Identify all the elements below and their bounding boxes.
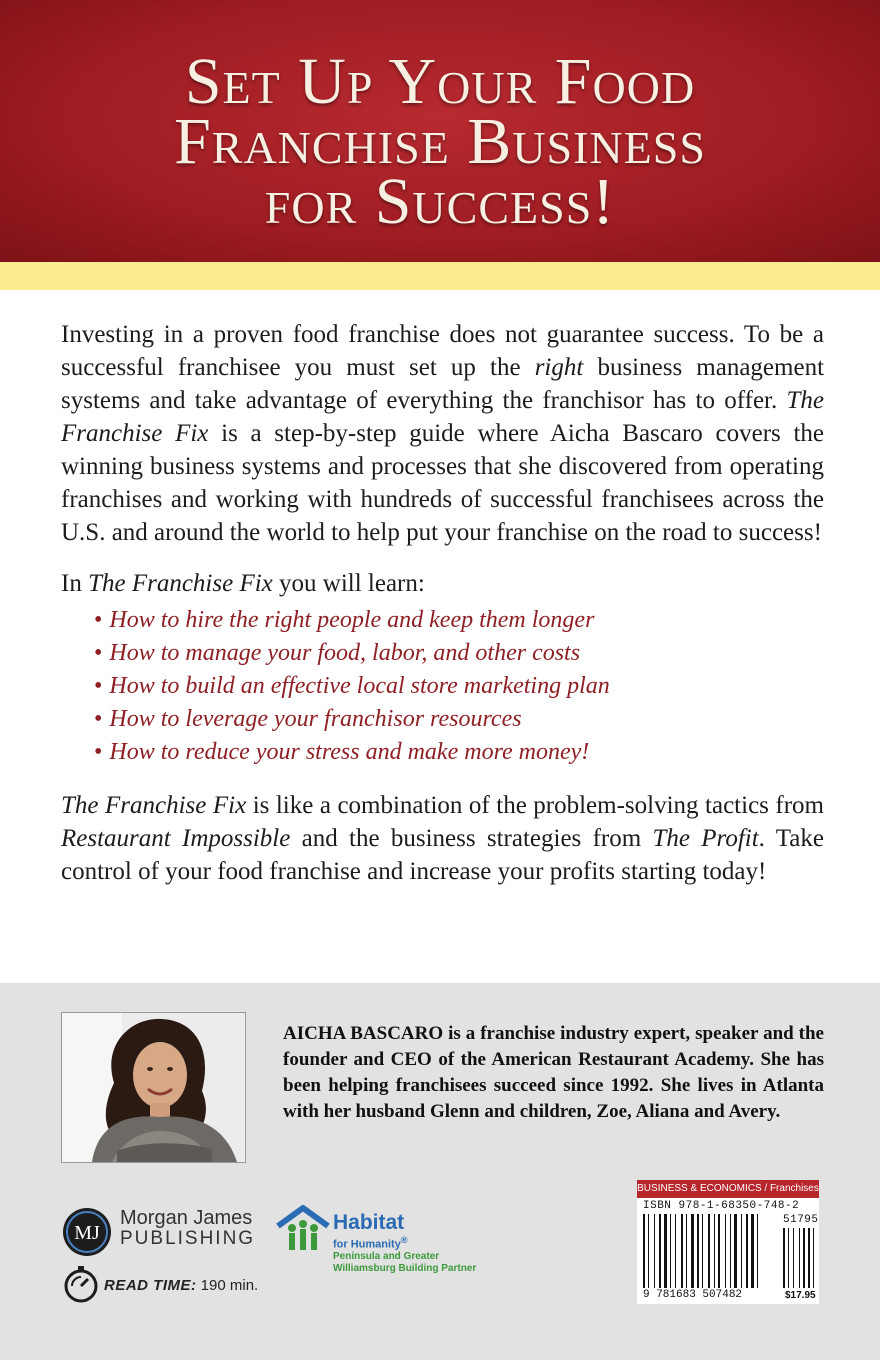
author-photo	[61, 1012, 246, 1163]
barcode-bars	[637, 1180, 819, 1304]
intro-emphasis-right: right	[534, 354, 584, 381]
barcode-bar	[757, 1214, 758, 1288]
barcode-bar	[734, 1214, 737, 1288]
learn-lead	[61, 567, 824, 600]
price-barcode-bar	[799, 1228, 800, 1288]
read-time-value: 190 min.	[200, 1277, 259, 1294]
closing-show-title-1: Restaurant Impossible	[61, 825, 291, 852]
price-barcode-bar	[803, 1228, 805, 1288]
morgan-james-logo-letters: MJ	[74, 1222, 100, 1244]
learn-item-text: How to build an effective local store marketing plan	[109, 673, 610, 699]
barcode-bar	[670, 1214, 671, 1288]
barcode-bar	[697, 1214, 699, 1288]
barcode-bar	[751, 1214, 754, 1288]
learn-list-item	[94, 736, 824, 769]
author-bio: AICHA BASCARO is a franchise industry expert, speaker and the founder and CEO of the American Restaurant Academy. She has been helping franchisees succeed since 1992. She lives in Atlanta with her husband Glenn and children, Zoe, Aliana and Avery.	[283, 1023, 824, 1122]
learn-list-item	[94, 604, 824, 637]
learn-suffix: you will learn:	[272, 570, 425, 597]
barcode-bar	[686, 1214, 687, 1288]
main-copy	[61, 318, 824, 888]
morgan-james-name	[120, 1208, 255, 1249]
headline-line-1: Set Up Your Food	[184, 45, 696, 118]
closing-text-3: . Take control of your food franchise and increase your profits starting today!	[61, 825, 824, 885]
intro-text-2: business management systems and take advantage of everything the franchisor has to offer.	[61, 354, 825, 414]
barcode-bar	[691, 1214, 694, 1288]
isbn-digits: 9 781683 507482	[643, 1289, 743, 1301]
learn-item-text: How to manage your food, labor, and other costs	[109, 640, 581, 666]
title-banner	[0, 0, 880, 262]
barcode-bar	[648, 1214, 649, 1288]
learn-list-item	[94, 637, 824, 670]
learn-item-text: How to hire the right people and keep them longer	[109, 607, 595, 633]
price-barcode-bar	[788, 1228, 789, 1288]
stopwatch-icon	[61, 1264, 101, 1304]
author-portrait-image	[62, 1013, 245, 1162]
publisher-name-line-1: Morgan James	[120, 1207, 253, 1229]
headline	[0, 45, 880, 238]
habitat-text	[333, 1212, 476, 1275]
barcode-bar	[708, 1214, 710, 1288]
barcode-bar	[675, 1214, 676, 1288]
barcode-bar	[746, 1214, 748, 1288]
closing-show-title-2: The Profit	[652, 825, 759, 852]
learn-book-title: The Franchise Fix	[88, 570, 273, 597]
closing-paragraph	[61, 789, 824, 888]
headline-line-2: Franchise Business	[174, 105, 706, 178]
bullet-icon: •	[94, 739, 103, 765]
read-time-label: READ TIME:	[104, 1277, 197, 1294]
price-code: 51795	[783, 1214, 819, 1226]
isbn-text: ISBN 978-1-68350-748-2	[643, 1200, 800, 1212]
barcode-bar	[681, 1214, 683, 1288]
habitat-for-humanity: for Humanity	[333, 1238, 401, 1251]
barcode-block	[637, 1180, 819, 1304]
price-barcode-bar	[813, 1228, 814, 1288]
intro-text-3: is a step-by-step guide where Aicha Bascaro covers the winning business systems and processes that she discovered from operating franchises and working with hundreds of successful franchisees across the U.S. and around the world to help put your franchise on the road to success!	[61, 420, 825, 546]
price-barcode-bar	[793, 1228, 794, 1288]
category-label: BUSINESS & ECONOMICS / Franchises	[637, 1180, 819, 1198]
learn-item-text: How to leverage your franchisor resources	[109, 706, 522, 732]
barcode-bar	[643, 1214, 645, 1288]
barcode-bar	[714, 1214, 715, 1288]
price-barcode-bar	[808, 1228, 810, 1288]
learn-list	[94, 604, 824, 769]
bullet-icon: •	[94, 607, 103, 633]
habitat-house-icon	[274, 1204, 332, 1252]
learn-item-text: How to reduce your stress and make more money!	[109, 739, 590, 765]
barcode-bar	[659, 1214, 661, 1288]
read-time	[104, 1277, 258, 1294]
learn-prefix: In	[61, 570, 89, 597]
price-barcode-bar	[783, 1228, 785, 1288]
bullet-icon: •	[94, 673, 103, 699]
barcode-bar	[741, 1214, 742, 1288]
headline-line-3: for Success!	[264, 165, 616, 238]
intro-text-1: Investing in a proven food franchise does not guarantee success. To be a successful franchisee you must set up the	[61, 321, 824, 381]
morgan-james-logo-icon	[61, 1206, 113, 1258]
bullet-icon: •	[94, 640, 103, 666]
price: $17.95	[785, 1290, 816, 1301]
publisher-name-line-2: PUBLISHING	[120, 1228, 256, 1249]
habitat-line-4: Williamsburg Building Partner	[333, 1262, 477, 1274]
intro-book-title: The Franchise Fix	[61, 387, 824, 447]
closing-text-1: is like a combination of the problem-solving tactics from	[246, 792, 824, 819]
barcode-bar	[654, 1214, 655, 1288]
barcode-bar	[664, 1214, 667, 1288]
habitat-line-3: Peninsula and Greater	[333, 1250, 440, 1262]
learn-list-item	[94, 670, 824, 703]
habitat-name: Habitat	[333, 1211, 405, 1234]
barcode-bar	[702, 1214, 703, 1288]
closing-text-2: and the business strategies from	[290, 825, 653, 852]
barcode-bar	[718, 1214, 720, 1288]
habitat-line-2	[333, 1234, 476, 1251]
barcode-bar	[725, 1214, 726, 1288]
learn-list-item	[94, 703, 824, 736]
intro-paragraph	[61, 318, 824, 549]
yellow-stripe	[0, 262, 880, 290]
bullet-icon: •	[94, 706, 103, 732]
habitat-registered-mark: ®	[400, 1235, 408, 1245]
barcode-bar	[730, 1214, 731, 1288]
closing-book-title: The Franchise Fix	[61, 792, 247, 819]
